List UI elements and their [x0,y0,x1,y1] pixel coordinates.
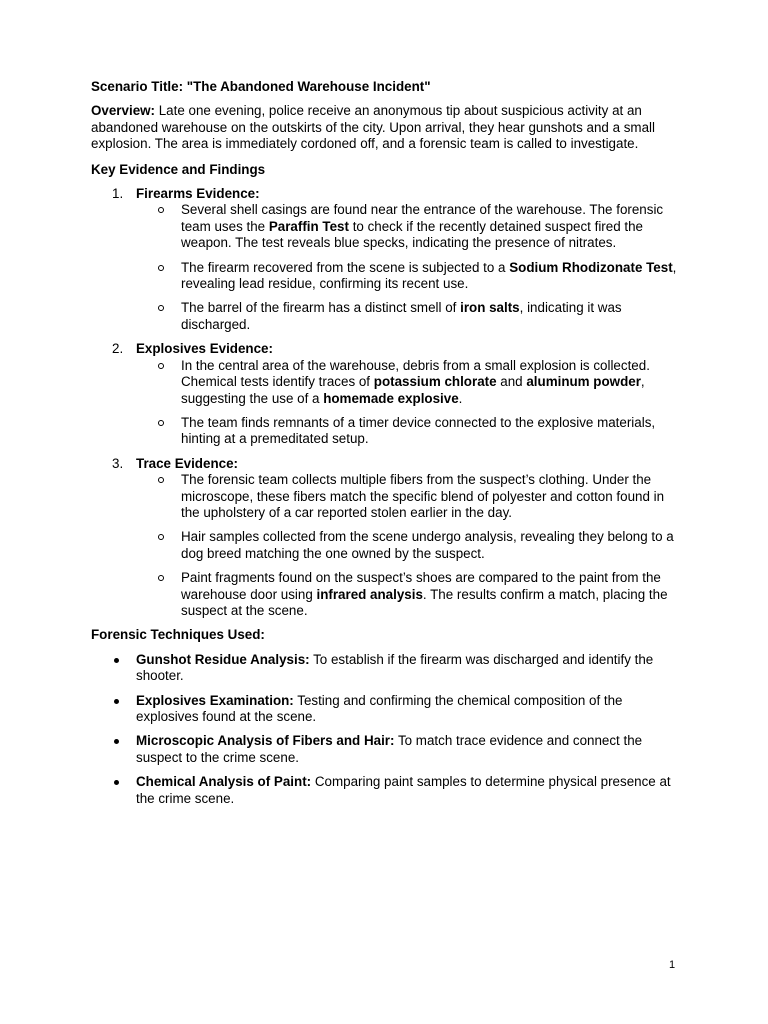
technique-label: Gunshot Residue Analysis: [136,651,310,667]
technique-label: Explosives Examination: [136,692,294,708]
finding-item [91,415,681,448]
technique-label: Chemical Analysis of Paint: [136,774,312,790]
finding-text [181,358,681,407]
finding-text-run: The forensic team collects multiple fibers from the suspect’s clothing. Under the microscope, these fibers match the specific blend of polyester and cotton found in the upholstery of a car reported stolen earlier in the day. [181,472,665,520]
technique-description: Testing and confirming the chemical composition of the explosives found at the scene. [136,692,623,724]
circle-bullet-icon [158,265,164,271]
finding-list [91,472,681,619]
scenario-title [91,79,681,95]
circle-bullet-icon [158,363,164,369]
techniques-list [91,652,681,807]
techniques-heading: Forensic Techniques Used: [91,627,265,643]
finding-text-run: The barrel of the firearm has a distinct smell of [181,300,461,316]
evidence-sections [91,186,681,619]
finding-item [91,300,681,333]
finding-item [91,529,681,562]
finding-text-bold: infrared analysis [316,586,423,602]
bullet-icon [114,780,119,785]
technique-description: To establish if the firearm was discharged and identify the shooter. [136,651,654,684]
overview-text: Late one evening, police receive an anonymous tip about suspicious activity at an abandoned warehouse on the outskirts of the city. Upon arrival, they hear gunshots and a small explosion. The area is immediately cordoned off, and a forensic team is called to investigate. [91,103,655,152]
technique-text [136,652,681,685]
technique-item [91,652,681,685]
finding-text [181,529,681,562]
finding-wrapper [91,358,681,448]
section-heading: Explosives Evidence: [136,341,273,357]
technique-label: Microscopic Analysis of Fibers and Hair: [136,733,395,749]
circle-bullet-icon [158,534,164,540]
section-wrapper [91,456,681,472]
technique-text [136,733,681,766]
finding-list [91,202,681,333]
bullet-icon [114,699,119,704]
section-wrapper [91,341,681,357]
finding-text-run: . [458,390,463,406]
finding-text-bold: iron salts [460,300,520,316]
finding-text-run: Several shell casings are found near the entrance of the warehouse. The forensic team uses the [181,202,664,234]
technique-text [136,693,681,726]
finding-text [181,472,681,521]
finding-list [91,358,681,448]
finding-item [91,570,681,619]
page-number: 1 [669,959,676,971]
bullet-icon [114,658,119,663]
finding-item [91,260,681,293]
overview-label: Overview: [91,103,156,119]
finding-text [181,300,681,333]
finding-text-run: , suggesting the use of a [181,374,645,406]
section-heading: Firearms Evidence: [136,186,260,202]
circle-bullet-icon [158,207,164,213]
key-evidence-heading: Key Evidence and Findings [91,161,266,177]
circle-bullet-icon [158,305,164,311]
finding-text [181,202,681,251]
finding-text-run: to check if the recently detained suspect fired the weapon. The test reveals blue specks, indicating the presence of nitrates. [181,218,643,251]
finding-wrapper [91,472,681,619]
finding-text-run: , revealing lead residue, confirming its recent use. [181,259,677,292]
document-page [91,79,681,815]
finding-text-run: . The results confirm a match, placing the suspect at the scene. [181,586,668,618]
evidence-section [91,186,681,202]
circle-bullet-icon [158,420,164,426]
technique-item [91,774,681,807]
finding-text-run: The firearm recovered from the scene is subjected to a [181,259,510,275]
scenario-title-label: Scenario Title: [91,79,184,94]
technique-text [136,774,681,807]
finding-text-run: , indicating it was discharged. [181,300,622,332]
circle-bullet-icon [158,477,164,483]
section-wrapper [91,186,681,202]
section-number: 3. [112,455,124,471]
circle-bullet-icon [158,575,164,581]
technique-item [91,693,681,726]
finding-text-bold: homemade explosive [323,390,459,406]
bullet-icon [114,739,119,744]
section-number: 1. [112,186,124,202]
section-heading: Trace Evidence: [136,455,238,471]
finding-text-run: Hair samples collected from the scene undergo analysis, revealing they belong to a dog breed matching the one owned by the suspect. [181,529,674,561]
finding-text-bold: potassium chlorate [373,374,497,390]
finding-item [91,358,681,407]
scenario-title-value: "The Abandoned Warehouse Incident" [183,79,431,94]
finding-item [91,472,681,521]
evidence-section [91,341,681,357]
technique-description: To match trace evidence and connect the suspect to the crime scene. [136,733,643,765]
technique-item [91,733,681,766]
finding-wrapper [91,202,681,333]
finding-text-run: Paint fragments found on the suspect’s shoes are compared to the paint from the warehouse door using [181,570,661,602]
finding-text [181,415,681,448]
finding-text-run: and [496,374,527,390]
finding-text-bold: Sodium Rhodizonate Test [509,259,673,275]
finding-text-bold: aluminum powder [526,374,641,390]
finding-item [91,202,681,251]
section-number: 2. [112,341,124,357]
technique-description: Comparing paint samples to determine physical presence at the crime scene. [136,774,671,806]
finding-text-run: The team finds remnants of a timer device connected to the explosive materials, hinting at a premeditated setup. [181,414,656,447]
finding-text-run: In the central area of the warehouse, debris from a small explosion is collected. Chemical tests identify traces of [181,357,650,390]
evidence-section [91,456,681,472]
overview-paragraph [91,103,681,152]
finding-text-bold: Paraffin Test [268,218,349,234]
finding-text [181,260,681,293]
finding-text [181,570,681,619]
